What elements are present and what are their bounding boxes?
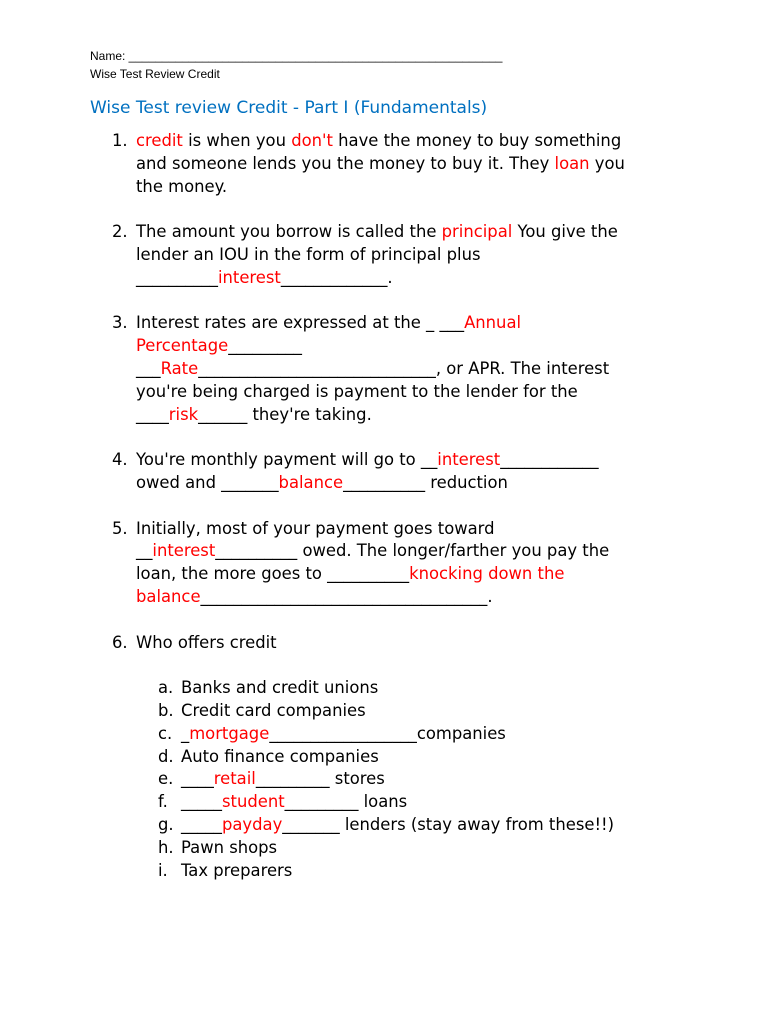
question-text: you (589, 153, 625, 173)
blank: _____________. (280, 267, 393, 287)
blank: ____________ (500, 450, 599, 470)
question-text: Initially, most of your payment goes toward (136, 518, 495, 538)
list-text: Auto finance companies (181, 746, 379, 766)
question-text: _____________________________, or APR. The interest (198, 358, 610, 378)
answer-text: retail (213, 769, 256, 789)
list-item (0, 860, 768, 883)
credit-sources-list (0, 677, 768, 882)
answer-text: balance (278, 472, 344, 492)
answer-text: interest (217, 267, 281, 287)
text-line (136, 632, 676, 655)
question-number: 2. (112, 222, 128, 242)
section-title: Wise Test review Credit - Part I (Fundamentals) (90, 98, 488, 118)
question-text: lender an IOU in the form of principal plus (136, 244, 481, 264)
question-text: you're being charged is payment to the lender for the (136, 381, 578, 401)
list-item (0, 768, 768, 791)
text-line (136, 586, 676, 609)
list-letter: d. (158, 746, 174, 766)
blank: ___________________________________. (200, 586, 493, 606)
text-line (136, 244, 676, 267)
list-item (0, 677, 768, 700)
list-letter: b. (158, 700, 174, 720)
list-item (0, 723, 768, 746)
list-item (0, 814, 768, 837)
answer-text: student (221, 792, 285, 812)
list-text: Banks and credit unions (181, 678, 379, 698)
question-text: __________ owed. The longer/farther you pay the (215, 541, 610, 561)
text-line (136, 221, 676, 244)
list-letter: a. (158, 678, 174, 698)
text-line (136, 404, 676, 427)
question-text: You give the (512, 222, 618, 242)
question-4 (0, 449, 676, 495)
question-text: You're monthly payment will go to __ (136, 450, 438, 470)
question-text: the money. (136, 176, 228, 196)
answer-text: Percentage (136, 336, 229, 356)
list-item (0, 700, 768, 723)
list-letter: c. (158, 723, 173, 743)
header-subtitle: Wise Test Review Credit (90, 67, 220, 81)
text-line (136, 540, 676, 563)
list-letter: i. (158, 860, 168, 880)
name-line: Name: ________________________________________________________ (90, 49, 503, 63)
list-text: Pawn shops (181, 837, 278, 857)
text-line (136, 267, 676, 290)
question-3 (0, 312, 676, 426)
question-1 (0, 130, 676, 198)
list-item (0, 837, 768, 860)
question-text: Interest rates are expressed at the _ ___ (136, 313, 465, 333)
list-text: _________ loans (284, 792, 408, 812)
question-text: and someone lends you the money to buy it. They (136, 153, 555, 173)
answer-text: mortgage (189, 723, 270, 743)
text-line (136, 358, 676, 381)
list-text: Tax preparers (181, 860, 293, 880)
answer-text: interest (437, 450, 501, 470)
question-text: have the money to buy something (332, 131, 622, 150)
list-text: __________________companies (269, 723, 506, 743)
list-letter: g. (158, 814, 174, 834)
question-2 (0, 221, 676, 289)
question-text: is when you (182, 131, 292, 150)
question-6 (0, 632, 676, 655)
answer-text: loan (554, 153, 590, 173)
text-line (136, 312, 676, 335)
answer-text: principal (441, 222, 513, 242)
answer-text: payday (221, 814, 283, 834)
question-number: 6. (112, 632, 128, 652)
answer-text: Annual (464, 313, 522, 333)
text-line (136, 153, 676, 176)
question-text: owed and _______ (136, 472, 279, 492)
list-letter: f. (158, 792, 168, 812)
question-number: 4. (112, 450, 128, 470)
list-letter: e. (158, 769, 174, 789)
question-text: __________ reduction (343, 472, 508, 492)
text-line (136, 335, 676, 358)
answer-text: don't (291, 131, 333, 150)
answer-text: credit (136, 131, 183, 150)
question-number: 3. (112, 313, 128, 333)
question-text: The amount you borrow is called the (136, 222, 442, 242)
blank: ____ (136, 404, 169, 424)
blank: ____ (181, 769, 214, 789)
blank: __ (136, 541, 153, 561)
text-line (136, 130, 676, 153)
text-line (136, 381, 676, 404)
answer-text: Rate (160, 358, 199, 378)
question-number: 5. (112, 518, 128, 538)
question-text: loan, the more goes to __________ (136, 564, 410, 584)
blank: _ (181, 723, 190, 743)
list-item (0, 791, 768, 814)
blank: __________ (136, 267, 218, 287)
list-text: _______ lenders (stay away from these!!) (282, 814, 614, 834)
blank: _________ (228, 336, 302, 356)
text-line (136, 449, 676, 472)
text-line (136, 176, 676, 199)
blank: ___ (136, 358, 161, 378)
answer-text: risk (168, 404, 199, 424)
blank: _____ (181, 814, 222, 834)
text-line (136, 472, 676, 495)
answer-text: interest (152, 541, 216, 561)
question-text: ______ they're taking. (198, 404, 372, 424)
list-letter: h. (158, 837, 174, 857)
list-item (0, 746, 768, 769)
question-number: 1. (112, 131, 128, 150)
answer-text: balance (136, 586, 201, 606)
text-line (136, 518, 676, 541)
blank: _____ (181, 792, 222, 812)
question-text: Who offers credit (136, 632, 277, 652)
answer-text: knocking down the (409, 564, 565, 584)
list-text: _________ stores (255, 769, 385, 789)
list-text: Credit card companies (181, 700, 366, 720)
question-list (0, 130, 768, 882)
text-line (136, 563, 676, 586)
question-5 (0, 518, 676, 609)
